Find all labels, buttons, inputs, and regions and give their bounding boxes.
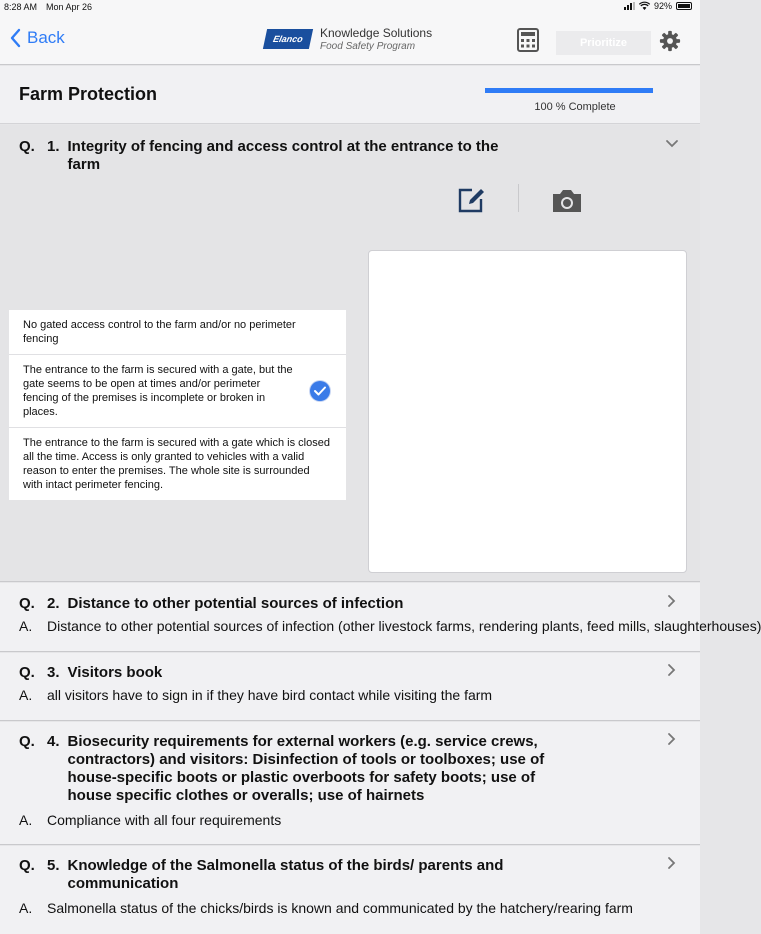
calculator-icon <box>517 28 539 52</box>
answer-text: Compliance with all four requirements <box>47 812 282 828</box>
chevron-right-icon <box>668 857 676 869</box>
question-text: Integrity of fencing and access control at the entrance to the farm <box>67 138 499 173</box>
question-row-3[interactable] <box>0 653 700 721</box>
answer-option-text: The entrance to the farm is secured with a gate which is closed all the time. Access is only granted to vehicles with a valid reason to enter the premises. The whole site is surrounded with intact perimeter fencing. <box>23 437 330 491</box>
chevron-left-icon <box>10 29 21 47</box>
question-text: Distance to other potential sources of infection <box>67 595 404 612</box>
question-line <box>19 857 539 893</box>
answer-option-2[interactable] <box>9 355 346 428</box>
question-row-5[interactable] <box>0 846 700 934</box>
question-prefix: Q. <box>19 595 35 612</box>
answer-option-3[interactable] <box>9 428 346 500</box>
question-text: Knowledge of the Salmonella status of the birds/ parents and communication <box>67 857 504 892</box>
section-header <box>0 66 700 124</box>
answer-option-text: The entrance to the farm is secured with a gate, but the gate seems to be open at times and/or perimeter fencing of the premises is incomplete or broken in places. <box>23 364 293 418</box>
question-prefix: Q. <box>19 857 35 874</box>
chevron-right-icon <box>668 733 676 745</box>
question-number: 3. <box>47 664 60 681</box>
status-bar <box>0 0 700 14</box>
question-line <box>19 664 162 682</box>
question-line <box>19 733 559 805</box>
gear-icon <box>659 30 681 52</box>
edit-note-icon[interactable] <box>458 187 486 213</box>
checkmark-icon <box>310 381 330 401</box>
answer-prefix: A. <box>19 812 33 828</box>
answer-text: Salmonella status of the chicks/birds is known and communicated by the hatchery/rearing farm <box>47 900 633 916</box>
question-number: 2. <box>47 595 60 612</box>
section-title: Farm Protection <box>19 84 158 104</box>
question-1-header[interactable] <box>19 138 499 174</box>
question-1-expanded <box>0 125 700 582</box>
wifi-icon <box>639 2 650 10</box>
brand-title: Knowledge Solutions <box>320 26 433 40</box>
question-row-4[interactable] <box>0 722 700 845</box>
answer-option-text: No gated access control to the farm and/or no perimeter fencing <box>23 319 296 345</box>
chevron-right-icon <box>668 664 676 676</box>
note-photo-area[interactable] <box>368 250 687 573</box>
battery-percent: 92% <box>653 1 672 11</box>
question-number: 1. <box>47 138 60 155</box>
answer-line <box>19 811 655 829</box>
question-number: 4. <box>47 733 60 750</box>
prioritize-button[interactable]: Prioritize <box>556 31 651 55</box>
brand-subtitle: Food Safety Program <box>320 41 416 52</box>
question-prefix: Q. <box>19 733 35 750</box>
navigation-bar <box>0 14 700 65</box>
signal-icon <box>624 2 635 10</box>
progress-label: 100 % Complete <box>534 101 616 113</box>
question-prefix: Q. <box>19 138 35 155</box>
answer-prefix: A. <box>19 618 33 634</box>
status-time: 8:28 AM <box>4 2 38 12</box>
question-text: Biosecurity requirements for external workers (e.g. service crews, contractors) and visitors: Disinfection of tools or toolboxes; use of house-specific boots or plastic overboots for safety boots; use of house specific clothes or overalls; use of hairnets <box>67 733 545 804</box>
progress-fill <box>485 88 653 93</box>
chevron-down-icon[interactable] <box>666 140 678 148</box>
answer-option-1[interactable] <box>9 310 346 355</box>
answer-text: all visitors have to sign in if they have bird contact while visiting the farm <box>47 687 493 703</box>
icon-divider <box>518 184 519 212</box>
question-line <box>19 595 403 613</box>
settings-button[interactable] <box>659 30 681 57</box>
answer-prefix: A. <box>19 687 33 703</box>
back-label: Back <box>27 28 65 47</box>
calculator-button[interactable] <box>517 28 539 57</box>
back-button[interactable] <box>10 28 65 48</box>
brand <box>265 26 432 52</box>
question-text: Visitors book <box>67 664 163 681</box>
answer-line <box>19 686 655 704</box>
battery-icon <box>676 2 692 10</box>
progress-bar <box>485 88 653 93</box>
elanco-logo: Elanco <box>263 29 313 49</box>
answer-line <box>19 617 761 635</box>
question-prefix: Q. <box>19 664 35 681</box>
answer-text: Distance to other potential sources of infection (other livestock farms, rendering plants, feed mills, slaughterhouses) <box>47 618 761 634</box>
question-row-2[interactable] <box>0 583 761 652</box>
answer-options <box>9 310 346 500</box>
answer-prefix: A. <box>19 900 33 916</box>
question-number: 5. <box>47 857 60 874</box>
status-indicators <box>624 1 692 11</box>
camera-icon[interactable] <box>551 189 583 213</box>
answer-line <box>19 899 655 917</box>
chevron-right-icon <box>668 595 676 607</box>
status-date: Mon Apr 26 <box>46 2 93 12</box>
